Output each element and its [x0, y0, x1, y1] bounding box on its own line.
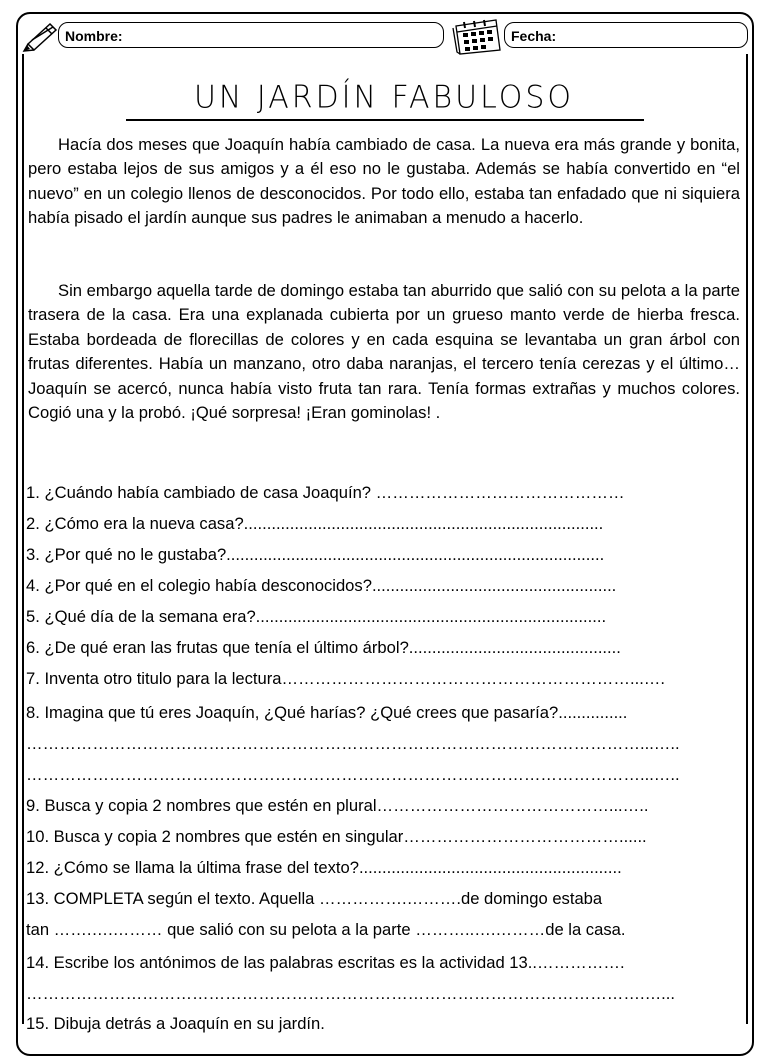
question-10: 10. Busca y copia 2 nombres que estén en singular…………………………………...... [26, 827, 647, 846]
date-field[interactable] [504, 22, 748, 48]
question-12: 12. ¿Cómo se llama la última frase del texto?......................................................... [26, 858, 622, 877]
pencil-icon [20, 18, 60, 52]
title-underline [126, 119, 644, 121]
name-label: Nombre: [65, 28, 123, 44]
worksheet-title: UN JARDÍN FABULOSO [193, 79, 575, 116]
question-15: 15. Dibuja detrás a Joaquín en su jardín. [26, 1014, 325, 1033]
left-margin-line [22, 54, 24, 1024]
right-margin-line [746, 54, 748, 1024]
answer-line-14: ………………………………………………………………………………………………….…... [26, 984, 676, 1003]
answer-line-8a: …………………………………………………………………………………………………...….. [26, 734, 680, 753]
question-14: 14. Escribe los antónimos de las palabras escritas es la actividad 13..……………. [26, 953, 625, 972]
question-8: 8. Imagina que tú eres Joaquín, ¿Qué harías? ¿Qué crees que pasaría?............... [26, 703, 628, 722]
question-4: 4. ¿Por qué en el colegio había desconocidos?..................................................... [26, 576, 617, 595]
paragraph-2: Sin embargo aquella tarde de domingo estaba tan aburrido que salió con su pelota a la parte trasera de la casa. Era una explanada cubierta por un grueso manto verde de hierba fresca. Estaba bordeada de florecillas de colores y en cada esquina se levantaba un gran árbol con frutas diferentes. Había un manzano, otro daba naranjas, el tercero tenía cerezas y el último…Joaquín se acercó, nunca había visto fruta tan rara. Tenía formas extrañas y muchos colores. Cogió una y la probó. ¡Qué sorpresa! ¡Eran gominolas! . [28, 281, 740, 423]
question-1: 1. ¿Cuándo había cambiado de casa Joaquín? ……………………………………… [26, 483, 625, 502]
date-label: Fecha: [511, 28, 557, 44]
question-5: 5. ¿Qué día de la semana era?............................................................................ [26, 607, 607, 626]
question-13: 13. COMPLETA según el texto. Aquella …………….……….de domingo estaba [26, 889, 603, 908]
question-7: 7. Inventa otro titulo para la lectura………………………………………………………...…. [26, 669, 666, 688]
answer-line-8b: …………………………………………………………………………………………………...….. [26, 765, 680, 784]
paragraph-1: Hacía dos meses que Joaquín había cambiado de casa. La nueva era más grande y bonita, pero estaba lejos de sus amigos y a él eso no le gustaba. Además se había convertido en “el nuevo” en un colegio llenos de desconocidos. Por todo ello, estaba tan enfadado que ni siquiera había pisado el jardín aunque sus padres le animaban a menudo a hacerlo. [28, 135, 740, 228]
question-9: 9. Busca y copia 2 nombres que estén en plural……………………………………...….. [26, 796, 649, 815]
question-13-continued: tan …….….……… que salió con su pelota a la parte ………..….………de la casa. [26, 920, 626, 939]
question-3: 3. ¿Por qué no le gustaba?.................................................................................. [26, 545, 605, 564]
name-field[interactable] [58, 22, 444, 48]
calendar-icon [450, 16, 504, 56]
question-2: 2. ¿Cómo era la nueva casa?.............................................................................. [26, 514, 604, 533]
question-6: 6. ¿De qué eran las frutas que tenía el último árbol?.............................................. [26, 638, 621, 657]
